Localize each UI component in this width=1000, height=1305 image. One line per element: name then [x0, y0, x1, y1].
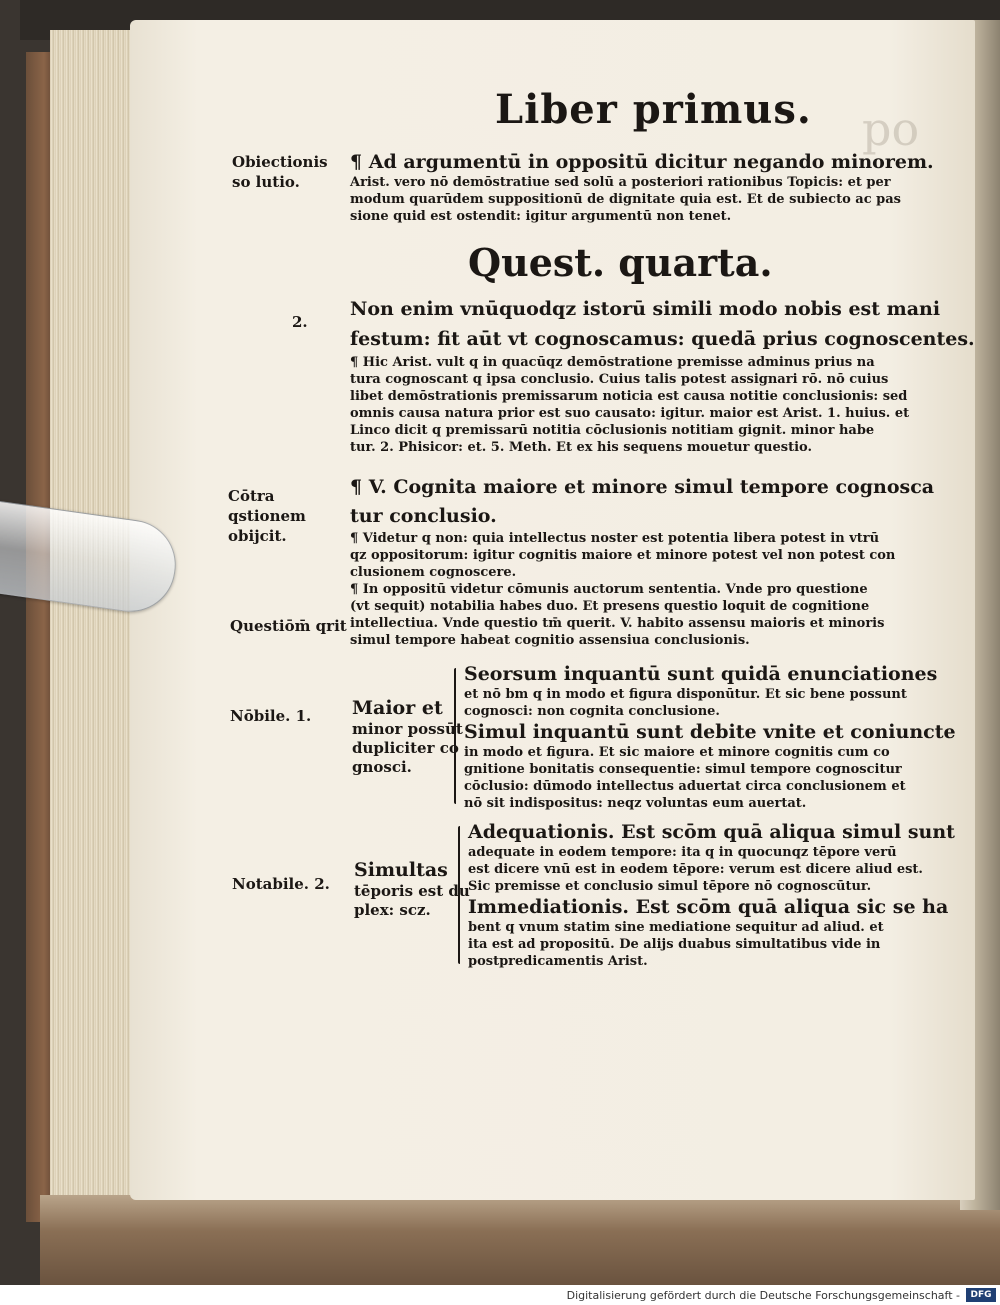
text-line: dupliciter co	[352, 739, 459, 757]
margin-note-objection: Obiectionis so lutio.	[232, 153, 328, 191]
text-line: bent q vnum statim sine mediatione sequitur ad aliud. et	[468, 920, 884, 935]
text-line-large: festum: fit aūt vt cognoscamus: quedā prius cognoscentes.	[350, 328, 975, 350]
text-line: gnitione bonitatis consequentie: simul tempore cognoscitur	[464, 762, 902, 777]
text-line: cognosci: non cognita conclusione.	[464, 704, 720, 719]
dfg-logo: DFG	[966, 1288, 996, 1302]
text-line: Adequationis. Est scōm quā aliqua simul sunt	[468, 821, 955, 843]
text-line: tura cognoscant q ipsa conclusio. Cuius talis potest assignari rō. nō cuius	[350, 372, 889, 387]
text-line: cōclusio: dūmodo intellectus aduertat circa conclusionem et	[464, 779, 906, 794]
text-line: tēporis est du	[354, 882, 470, 900]
text-line: tur. 2. Phisicor: et. 5. Meth. Et ex his sequens mouetur questio.	[350, 440, 812, 455]
footer-bar	[0, 1285, 1000, 1305]
text-line: est dicere vnū est in eodem tēpore: verum est dicere aliud est.	[468, 862, 923, 877]
text-line-large: ¶ V. Cognita maiore et minore simul tempore cognosca	[350, 476, 935, 498]
text-line: ita est ad propositū. De alijs duabus simultatibus vide in	[468, 937, 881, 952]
text-line: Linco dicit q premissarū notitia cōclusionis notitiam gignit. minor habe	[350, 423, 875, 438]
text-line: simul tempore habeat cognitio assensiua conclusionis.	[350, 633, 750, 648]
show-through-title: po	[862, 102, 920, 156]
text-line: minor possūt	[352, 720, 463, 738]
text-line: intellectiua. Vnde questio tm̄ querit. V. habito assensu maioris et minoris	[350, 616, 885, 631]
text-line: ¶ In oppositū videtur cōmunis auctorum sententia. Vnde pro questione	[350, 582, 868, 597]
text-line-large: tur conclusio.	[350, 505, 497, 527]
brace-notabile-2	[458, 826, 460, 964]
text-line: Seorsum inquantū sunt quidā enunciationes	[464, 663, 938, 685]
lemma-paragraph	[350, 294, 975, 456]
text-line: plex: scz.	[354, 901, 431, 919]
text-line: Maior et	[352, 697, 443, 719]
notabile-2-side	[354, 858, 470, 920]
text-line: Simultas	[354, 859, 448, 881]
margin-note-questio: Questiōm̄ qrit	[230, 617, 347, 635]
notabile-2-lines	[468, 820, 955, 970]
text-line: et nō bm q in modo et figura disponūtur. Et sic bene possunt	[464, 687, 907, 702]
text-line: modum quarūdem suppositionū de dignitate quia est. Et de subiecto ac pas	[350, 192, 901, 207]
book-cover-bottom	[40, 1195, 1000, 1285]
text-line: ¶ Videtur q non: quia intellectus noster est potentia libera potest in vtrū	[350, 531, 880, 546]
objection-paragraph	[350, 150, 934, 225]
text-line: omnis causa natura prior est suo causato: igitur. maior est Arist. 1. huius. et	[350, 406, 910, 421]
section-heading: Quest. quarta.	[468, 240, 773, 285]
text-line: (vt sequit) notabilia habes duo. Et presens questio loquit de cognitione	[350, 599, 870, 614]
text-line: in modo et figura. Et sic maiore et minore cognitis cum co	[464, 745, 890, 760]
text-line: qz oppositorum: igitur cognitis maiore et minore potest vel non potest con	[350, 548, 896, 563]
text-line: libet demōstrationis premissarum noticia est causa notitie conclusionis: sed	[350, 389, 908, 404]
text-line: nō sit indispositus: neqz voluntas eum auertat.	[464, 796, 807, 811]
text-line: Immediationis. Est scōm quā aliqua sic se ha	[468, 896, 949, 918]
margin-note-contra: Cōtra qstionem obijcit.	[228, 487, 306, 545]
text-line: Sic premisse et conclusio simul tēpore nō cognoscūtur.	[468, 879, 872, 894]
brace-notabile-1	[454, 668, 456, 804]
text-line: gnosci.	[352, 758, 412, 776]
page-stack-edge	[50, 30, 140, 1205]
text-line: clusionem cognoscere.	[350, 565, 517, 580]
margin-note-notabile-2: Notabile. 2.	[232, 875, 330, 893]
page-title: Liber primus.	[495, 86, 812, 133]
margin-note-notabile-1: Nōbile. 1.	[230, 707, 312, 725]
notabile-1-side	[352, 696, 463, 777]
text-line: ¶ Ad argumentū in oppositū dicitur negando minorem.	[350, 151, 934, 173]
text-line: Simul inquantū sunt debite vnite et coniuncte	[464, 721, 956, 743]
text-line: ¶ Hic Arist. vult q in quacūqz demōstratione premisse adminus prius na	[350, 355, 875, 370]
text-line: postpredicamentis Arist.	[468, 954, 648, 969]
notabile-1-lines	[464, 662, 956, 812]
margin-number: 2.	[292, 313, 308, 331]
text-line: Arist. vero nō demōstratiue sed solū a posteriori rationibus Topicis: et per	[350, 175, 891, 190]
question-paragraph	[350, 472, 934, 649]
footer-credit: Digitalisierung gefördert durch die Deutsche Forschungsgemeinschaft -	[566, 1289, 960, 1302]
text-line: adequate in eodem tempore: ita q in quocunqz tēpore verū	[468, 845, 897, 860]
text-line: sione quid est ostendit: igitur argumentū non tenet.	[350, 209, 732, 224]
text-line-large: Non enim vnūquodqz istorū simili modo nobis est mani	[350, 298, 941, 320]
